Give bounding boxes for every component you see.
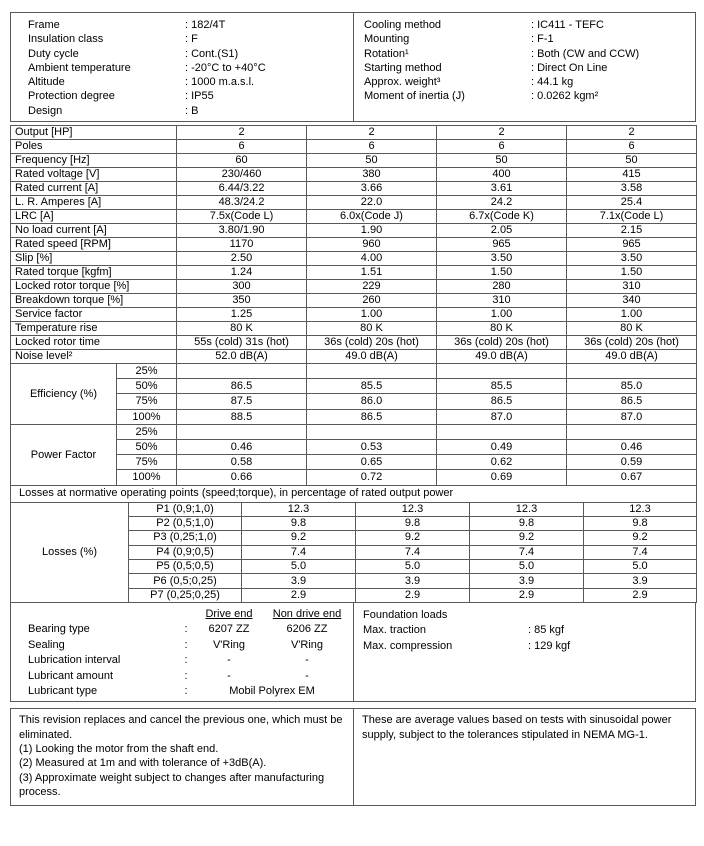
field-value: : Cont.(S1) xyxy=(185,47,239,60)
table-cell: 87.0 xyxy=(437,409,567,424)
foundation-loads-rows xyxy=(363,623,695,654)
table-cell: 5.0 xyxy=(584,560,697,574)
tolerance-notes xyxy=(353,709,695,804)
table-cell: 1170 xyxy=(177,238,307,252)
table-cell: 9.8 xyxy=(470,516,584,530)
table-cell: 0.65 xyxy=(307,455,437,470)
table-cell: 7.5x(Code L) xyxy=(177,210,307,224)
field-label: Starting method xyxy=(364,61,442,74)
table-row xyxy=(11,210,697,224)
table-row xyxy=(28,684,350,700)
field-label: Max. traction xyxy=(363,624,426,637)
table-cell: 3.50 xyxy=(437,252,567,266)
table-cell: 7.1x(Code L) xyxy=(567,210,697,224)
kv-row xyxy=(364,61,695,75)
table-cell: 280 xyxy=(437,280,567,294)
kv-row xyxy=(28,89,353,103)
table-cell: 2 xyxy=(307,126,437,140)
table-cell: : xyxy=(184,669,188,682)
table-cell: 9.2 xyxy=(470,531,584,545)
table-cell: 310 xyxy=(437,294,567,308)
kv-row xyxy=(28,61,353,75)
table-cell: : xyxy=(184,685,188,698)
table-cell: Sealing xyxy=(28,638,65,651)
table-cell: 36s (cold) 20s (hot) xyxy=(307,336,437,350)
table-cell: 9.2 xyxy=(242,531,356,545)
table-cell: 0.46 xyxy=(177,439,307,454)
table-cell: Mobil Polyrex EM xyxy=(229,685,315,698)
field-label: Cooling method xyxy=(364,19,442,31)
table-cell: 7.4 xyxy=(242,545,356,559)
notes-section xyxy=(10,708,696,805)
table-cell xyxy=(437,364,567,379)
table-cell xyxy=(177,364,307,379)
table-cell: 86.5 xyxy=(567,394,697,409)
table-cell: 86.0 xyxy=(307,394,437,409)
table-cell: : xyxy=(184,623,188,636)
field-label: Duty cycle xyxy=(28,47,79,60)
table-row xyxy=(28,622,350,638)
table-cell: - xyxy=(305,654,309,667)
table-cell: 7.4 xyxy=(584,545,697,559)
table-cell: 260 xyxy=(307,294,437,308)
table-cell: 50 xyxy=(437,154,567,168)
table-row xyxy=(11,308,697,322)
field-label: Design xyxy=(28,104,63,117)
field-value: : B xyxy=(185,104,199,117)
table-cell: Locked rotor time xyxy=(11,336,177,350)
table-cell: 3.9 xyxy=(356,574,470,588)
field-value: : F-1 xyxy=(531,33,554,46)
table-cell: 1.25 xyxy=(177,308,307,322)
field-value: : 1000 m.a.s.l. xyxy=(185,76,255,89)
table-cell: 3.58 xyxy=(567,182,697,196)
table-cell: Non drive end xyxy=(272,607,342,620)
table-cell: : xyxy=(184,654,188,667)
table-cell: Drive end xyxy=(205,607,253,620)
foundation-loads-title: Foundation loads xyxy=(363,609,448,622)
table-row xyxy=(11,485,697,502)
table-cell: 0.66 xyxy=(177,470,307,485)
table-cell xyxy=(307,364,437,379)
efficiency-powerfactor-body xyxy=(11,364,697,486)
table-cell: 9.2 xyxy=(584,531,697,545)
table-cell: Frequency [Hz] xyxy=(11,154,177,168)
table-cell: 80 K xyxy=(307,322,437,336)
field-value: : Both (CW and CCW) xyxy=(531,47,640,60)
kv-row xyxy=(28,32,353,46)
table-row xyxy=(11,502,697,516)
general-info-left xyxy=(11,13,353,121)
table-cell: 0.58 xyxy=(177,455,307,470)
table-cell: P1 (0,9;1,0) xyxy=(129,502,242,516)
table-cell: P2 (0,5;1,0) xyxy=(129,516,242,530)
table-cell: - xyxy=(305,669,309,682)
table-cell: 6.7x(Code K) xyxy=(437,210,567,224)
losses-table-body xyxy=(11,485,697,603)
table-cell: 1.24 xyxy=(177,266,307,280)
field-label: Protection degree xyxy=(28,90,115,103)
table-cell xyxy=(437,424,567,439)
table-cell: 60 xyxy=(177,154,307,168)
table-cell: 9.8 xyxy=(356,516,470,530)
ratings-table xyxy=(10,125,697,364)
table-cell: 6 xyxy=(437,140,567,154)
table-cell: 49.0 dB(A) xyxy=(567,350,697,364)
table-cell: L. R. Amperes [A] xyxy=(11,196,177,210)
table-cell: 3.9 xyxy=(242,574,356,588)
table-cell: Power Factor xyxy=(11,424,117,485)
table-cell: 350 xyxy=(177,294,307,308)
table-cell: 2.9 xyxy=(356,588,470,602)
table-cell: 55s (cold) 31s (hot) xyxy=(177,336,307,350)
table-cell: 4.00 xyxy=(307,252,437,266)
table-cell: 2 xyxy=(177,126,307,140)
kv-row xyxy=(364,47,695,61)
table-cell: 7.4 xyxy=(356,545,470,559)
table-cell: 86.5 xyxy=(437,394,567,409)
table-row xyxy=(11,424,697,439)
table-cell: 2.15 xyxy=(567,224,697,238)
table-cell: Noise level² xyxy=(11,350,177,364)
table-cell: 5.0 xyxy=(470,560,584,574)
kv-row xyxy=(28,75,353,89)
table-cell xyxy=(28,606,178,622)
table-cell: 5.0 xyxy=(356,560,470,574)
table-cell: 88.5 xyxy=(177,409,307,424)
table-cell: 310 xyxy=(567,280,697,294)
table-cell: 3.61 xyxy=(437,182,567,196)
table-row xyxy=(11,224,697,238)
field-value: : 44.1 kg xyxy=(531,76,574,89)
table-cell: 49.0 dB(A) xyxy=(437,350,567,364)
field-value: : IC411 - TEFC xyxy=(531,19,604,31)
table-cell: P3 (0,25;1,0) xyxy=(129,531,242,545)
table-cell: Losses at normative operating points (speed;torque), in percentage of rated output power xyxy=(11,485,697,502)
field-label: Frame xyxy=(28,19,60,31)
table-cell: 50% xyxy=(117,439,177,454)
table-row xyxy=(11,252,697,266)
field-value: : F xyxy=(185,33,198,46)
table-cell: 50% xyxy=(117,379,177,394)
table-row xyxy=(11,294,697,308)
table-cell: 9.8 xyxy=(584,516,697,530)
table-cell: 1.00 xyxy=(307,308,437,322)
table-cell: 100% xyxy=(117,409,177,424)
note-line: (1) Looking the motor from the shaft end. xyxy=(19,743,219,756)
table-cell: 2 xyxy=(567,126,697,140)
table-cell: 965 xyxy=(567,238,697,252)
table-cell: Lubrication interval xyxy=(28,654,121,667)
table-cell: 0.46 xyxy=(567,439,697,454)
kv-row xyxy=(28,47,353,61)
bearing-info xyxy=(11,603,353,701)
table-cell: 965 xyxy=(437,238,567,252)
table-cell: Efficiency (%) xyxy=(11,364,117,425)
table-cell: P7 (0,25;0,25) xyxy=(129,588,242,602)
table-cell: : xyxy=(184,638,188,651)
table-row xyxy=(11,364,697,379)
table-cell: Bearing type xyxy=(28,623,90,636)
table-cell: 6206 ZZ xyxy=(286,623,328,636)
kv-row xyxy=(364,75,695,89)
ratings-table-body xyxy=(11,126,697,364)
table-cell: 230/460 xyxy=(177,168,307,182)
table-cell: 85.0 xyxy=(567,379,697,394)
field-value: : 0.0262 kgm² xyxy=(531,90,599,103)
table-cell: 85.5 xyxy=(437,379,567,394)
table-cell: 87.5 xyxy=(177,394,307,409)
table-cell: 1.51 xyxy=(307,266,437,280)
table-cell: 0.59 xyxy=(567,455,697,470)
table-cell: Breakdown torque [%] xyxy=(11,294,177,308)
table-cell: 1.50 xyxy=(567,266,697,280)
table-row xyxy=(11,182,697,196)
field-label: Moment of inertia (J) xyxy=(364,90,465,103)
table-cell: 25% xyxy=(117,364,177,379)
table-cell: 9.8 xyxy=(242,516,356,530)
table-cell xyxy=(177,424,307,439)
field-value: : 129 kgf xyxy=(528,639,571,652)
table-cell xyxy=(178,606,194,622)
table-cell: P6 (0,5;0,25) xyxy=(129,574,242,588)
note-line: These are average values based on tests with sinusoidal power supply, subject to the tolerances stipulated in NEMA MG-1. xyxy=(362,714,672,741)
table-cell: Locked rotor torque [%] xyxy=(11,280,177,294)
table-cell: Service factor xyxy=(11,308,177,322)
table-cell: 0.67 xyxy=(567,470,697,485)
table-cell: 75% xyxy=(117,455,177,470)
table-row xyxy=(11,336,697,350)
table-row xyxy=(11,238,697,252)
table-cell: 6 xyxy=(567,140,697,154)
table-cell: Rated voltage [V] xyxy=(11,168,177,182)
table-cell: 52.0 dB(A) xyxy=(177,350,307,364)
table-cell: 24.2 xyxy=(437,196,567,210)
table-cell: 3.9 xyxy=(584,574,697,588)
table-cell: 6.0x(Code J) xyxy=(307,210,437,224)
table-row xyxy=(28,668,350,684)
field-value: : IP55 xyxy=(185,90,214,103)
table-cell: 86.5 xyxy=(307,409,437,424)
kv-row xyxy=(364,89,695,103)
general-info-right xyxy=(353,13,695,121)
table-cell: 960 xyxy=(307,238,437,252)
table-row xyxy=(28,653,350,669)
table-cell: 0.62 xyxy=(437,455,567,470)
field-label: Altitude xyxy=(28,76,65,89)
table-cell: No load current [A] xyxy=(11,224,177,238)
table-cell: 100% xyxy=(117,470,177,485)
table-cell: 340 xyxy=(567,294,697,308)
table-row xyxy=(11,168,697,182)
table-row xyxy=(11,126,697,140)
table-cell: 75% xyxy=(117,394,177,409)
table-cell: 22.0 xyxy=(307,196,437,210)
field-value: : Direct On Line xyxy=(531,61,608,74)
general-info-section xyxy=(10,12,696,122)
table-cell: 85.5 xyxy=(307,379,437,394)
field-value: : 85 kgf xyxy=(528,624,565,637)
bearing-table xyxy=(28,606,350,699)
table-cell: 229 xyxy=(307,280,437,294)
table-cell: 3.80/1.90 xyxy=(177,224,307,238)
table-row xyxy=(11,196,697,210)
table-cell: 5.0 xyxy=(242,560,356,574)
table-cell: - xyxy=(227,654,231,667)
field-value: : -20°C to +40°C xyxy=(185,61,266,74)
field-label: Insulation class xyxy=(28,33,104,46)
table-row xyxy=(11,140,697,154)
table-cell: 1.90 xyxy=(307,224,437,238)
table-cell: 80 K xyxy=(177,322,307,336)
foundation-loads xyxy=(353,603,695,701)
table-cell: V'Ring xyxy=(290,638,324,651)
table-cell: Poles xyxy=(11,140,177,154)
table-cell: 415 xyxy=(567,168,697,182)
bearing-table-body xyxy=(28,606,350,699)
table-cell: P5 (0,5;0,5) xyxy=(129,560,242,574)
table-cell: 36s (cold) 20s (hot) xyxy=(437,336,567,350)
table-cell: Slip [%] xyxy=(11,252,177,266)
table-cell: 1.00 xyxy=(567,308,697,322)
table-cell: 87.0 xyxy=(567,409,697,424)
table-cell: 49.0 dB(A) xyxy=(307,350,437,364)
table-cell: Output [HP] xyxy=(11,126,177,140)
table-cell: 25.4 xyxy=(567,196,697,210)
table-cell: 36s (cold) 20s (hot) xyxy=(567,336,697,350)
field-label: Approx. weight³ xyxy=(364,76,441,89)
table-cell: 80 K xyxy=(567,322,697,336)
table-cell: 50 xyxy=(307,154,437,168)
table-cell: - xyxy=(227,669,231,682)
table-cell: 6.44/3.22 xyxy=(177,182,307,196)
table-cell: Rated torque [kgfm] xyxy=(11,266,177,280)
table-cell: 12.3 xyxy=(242,502,356,516)
table-cell: 3.66 xyxy=(307,182,437,196)
table-cell: 3.50 xyxy=(567,252,697,266)
field-label: Max. compression xyxy=(363,639,453,652)
table-cell: Lubricant type xyxy=(28,685,98,698)
table-cell: 300 xyxy=(177,280,307,294)
table-cell: 3.9 xyxy=(470,574,584,588)
table-row xyxy=(28,606,350,622)
table-row xyxy=(11,280,697,294)
table-cell: 6 xyxy=(177,140,307,154)
field-label: Ambient temperature xyxy=(28,61,131,74)
note-line: (2) Measured at 1m and with tolerance of +3dB(A). xyxy=(19,757,267,770)
table-cell: 0.69 xyxy=(437,470,567,485)
table-cell: 12.3 xyxy=(356,502,470,516)
table-cell: 48.3/24.2 xyxy=(177,196,307,210)
table-cell: 50 xyxy=(567,154,697,168)
table-cell: 2.9 xyxy=(470,588,584,602)
table-cell: 2.05 xyxy=(437,224,567,238)
table-cell: 86.5 xyxy=(177,379,307,394)
table-row xyxy=(11,322,697,336)
table-cell: 12.3 xyxy=(470,502,584,516)
table-cell: 7.4 xyxy=(470,545,584,559)
losses-table xyxy=(10,485,697,604)
table-cell: 1.00 xyxy=(437,308,567,322)
kv-row xyxy=(28,104,353,118)
efficiency-powerfactor-table xyxy=(10,363,697,486)
table-cell: 400 xyxy=(437,168,567,182)
table-cell: 0.53 xyxy=(307,439,437,454)
table-cell: 2.50 xyxy=(177,252,307,266)
table-cell: Rated speed [RPM] xyxy=(11,238,177,252)
kv-row xyxy=(364,18,695,32)
table-cell: LRC [A] xyxy=(11,210,177,224)
table-row xyxy=(11,350,697,364)
table-cell xyxy=(567,424,697,439)
table-cell: 80 K xyxy=(437,322,567,336)
kv-row xyxy=(363,639,695,655)
table-cell: 2.9 xyxy=(242,588,356,602)
field-value: : 182/4T xyxy=(185,19,226,31)
note-line: (3) Approximate weight subject to changes after manufacturing process. xyxy=(19,771,325,799)
kv-row xyxy=(363,623,695,639)
table-cell: V'Ring xyxy=(212,638,246,651)
field-label: Rotation¹ xyxy=(364,47,409,60)
table-cell: 380 xyxy=(307,168,437,182)
field-label: Mounting xyxy=(364,33,410,46)
table-cell: Rated current [A] xyxy=(11,182,177,196)
table-row xyxy=(11,154,697,168)
table-cell xyxy=(307,424,437,439)
table-cell: 9.2 xyxy=(356,531,470,545)
table-cell: 12.3 xyxy=(584,502,697,516)
table-cell: Lubricant amount xyxy=(28,669,113,682)
revision-notes xyxy=(11,709,353,804)
table-cell: 0.72 xyxy=(307,470,437,485)
table-cell: 2 xyxy=(437,126,567,140)
table-cell: 1.50 xyxy=(437,266,567,280)
kv-row xyxy=(364,32,695,46)
table-cell: 2.9 xyxy=(584,588,697,602)
table-row xyxy=(28,637,350,653)
table-cell: 6207 ZZ xyxy=(208,623,250,636)
table-cell: 0.49 xyxy=(437,439,567,454)
table-cell xyxy=(567,364,697,379)
kv-row xyxy=(28,18,353,32)
table-cell: 25% xyxy=(117,424,177,439)
table-row xyxy=(11,266,697,280)
note-line: This revision replaces and cancel the previous one, which must be eliminated. xyxy=(19,714,343,741)
table-cell: P4 (0,9;0,5) xyxy=(129,545,242,559)
bearing-section xyxy=(10,602,696,702)
table-cell: 6 xyxy=(307,140,437,154)
table-cell: Temperature rise xyxy=(11,322,177,336)
table-cell: Losses (%) xyxy=(11,502,129,603)
